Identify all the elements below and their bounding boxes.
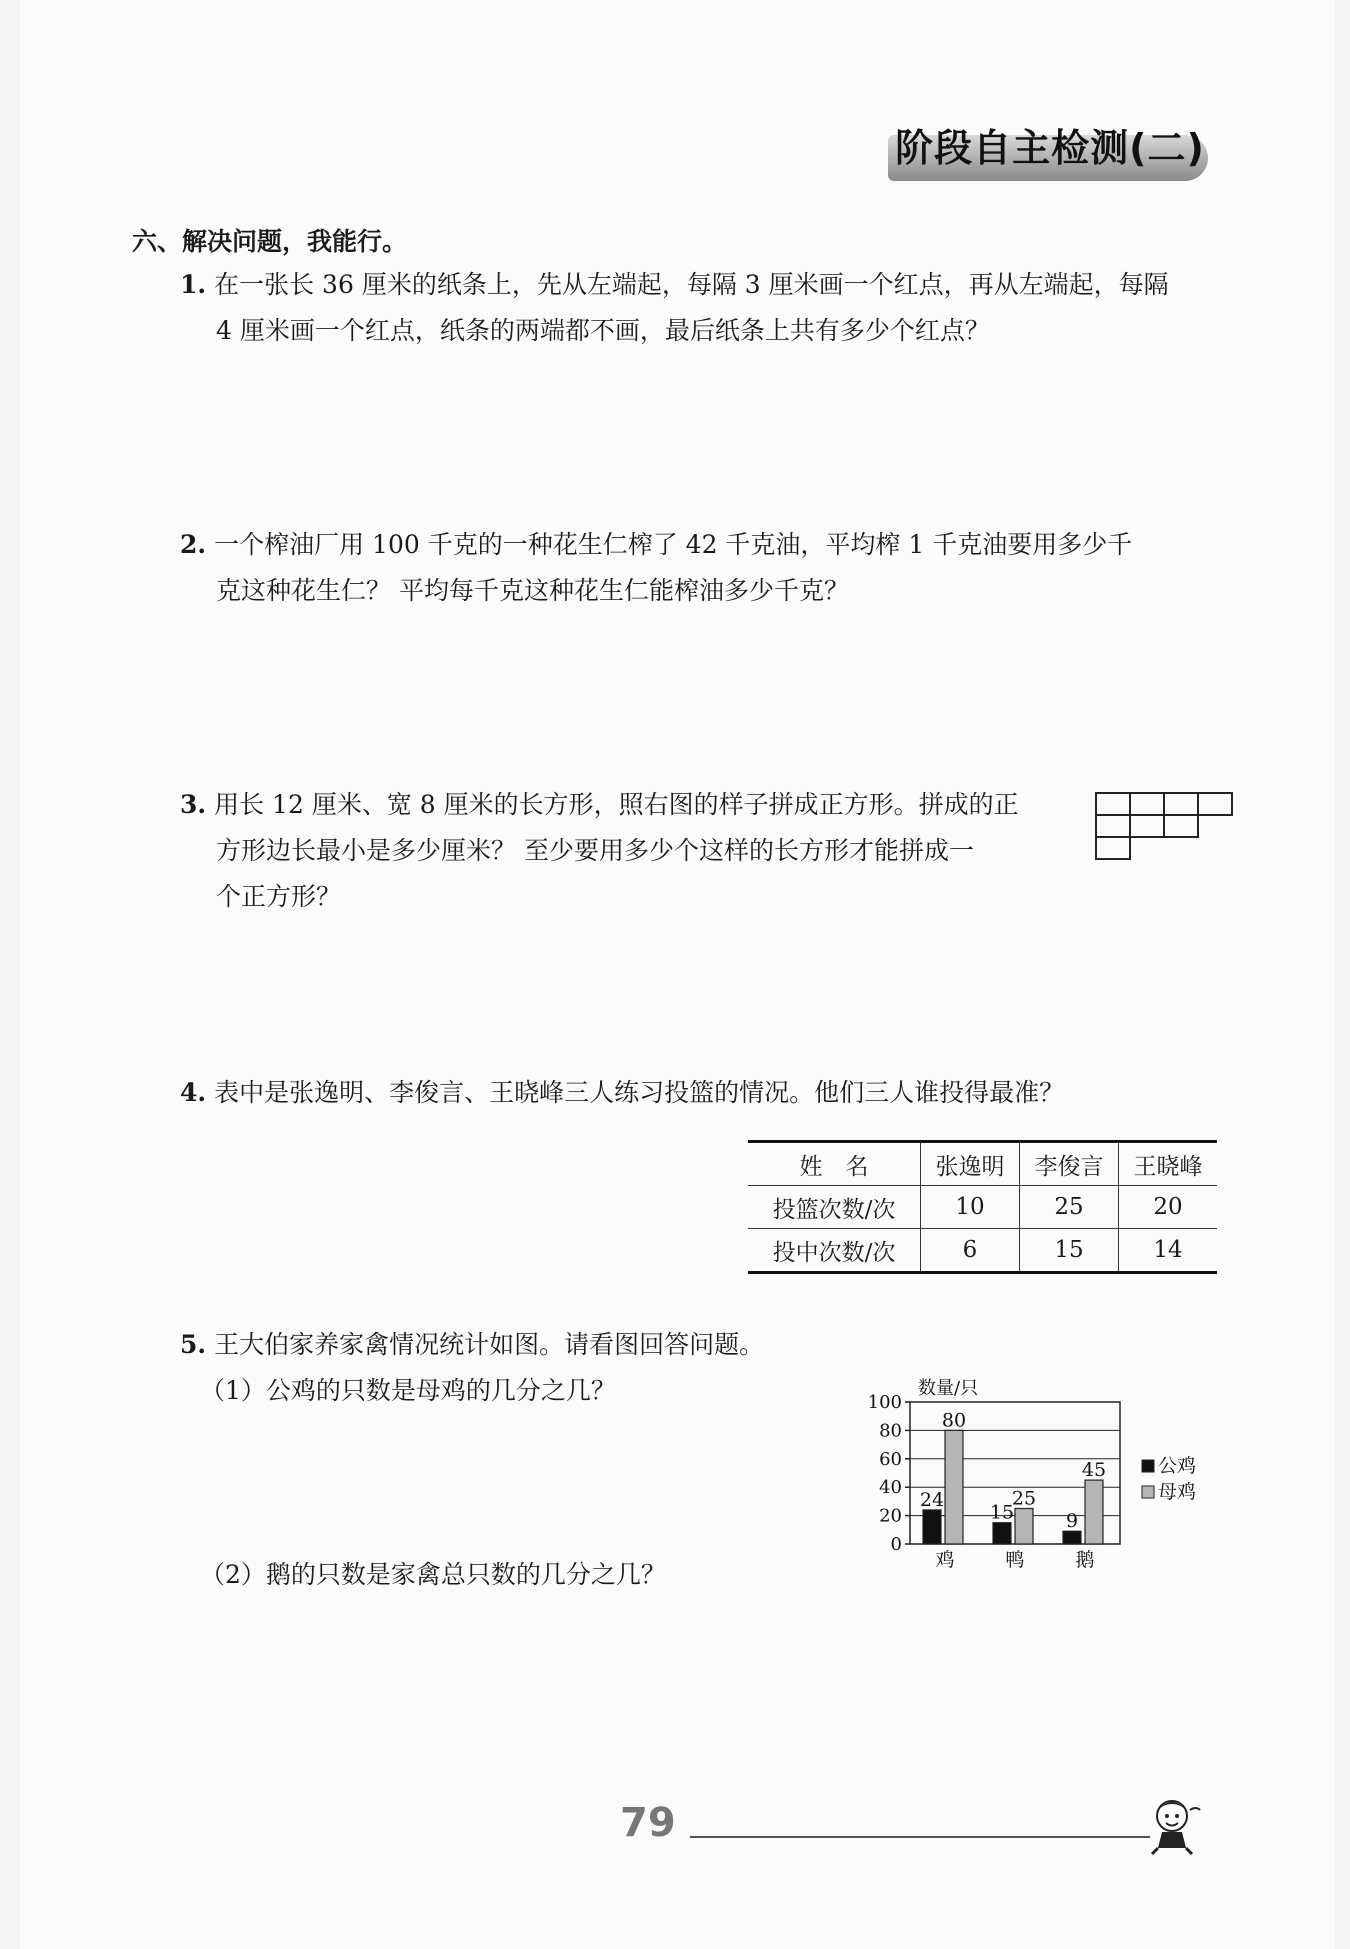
tile-rect — [1095, 792, 1131, 816]
question-1 — [180, 262, 1169, 354]
tile-rect — [1197, 792, 1233, 816]
y-tick-label: 100 — [867, 1392, 902, 1413]
question-3 — [180, 782, 1019, 920]
question-number: 4. — [180, 1078, 207, 1107]
question-text-line: 表中是张逸明、李俊言、王晓峰三人练习投篮的情况。他们三人谁投得最准？ — [214, 1078, 1065, 1107]
table-cell: 投中次数/次 — [748, 1229, 921, 1273]
question-number: 3. — [180, 790, 207, 819]
page-number: 79 — [620, 1800, 676, 1846]
footer-rule — [690, 1836, 1150, 1838]
section-title: 六、解决问题，我能行。 — [132, 227, 408, 256]
question-number: 2. — [180, 530, 207, 559]
question-4 — [180, 1070, 1064, 1116]
y-tick-label: 0 — [890, 1534, 902, 1555]
table-header-cell: 姓 名 — [748, 1142, 921, 1186]
poultry-bar-chart — [850, 1372, 1230, 1582]
question-text-line: 一个榨油厂用 100 千克的一种花生仁榨了 42 千克油，平均榨 1 千克油要用多少千 — [214, 530, 1133, 559]
bar-母鸡 — [1085, 1480, 1103, 1544]
x-tick-label: 鹅 — [1075, 1549, 1095, 1571]
x-tick-label: 鸭 — [1005, 1549, 1025, 1571]
table-header-row — [748, 1142, 1217, 1186]
tile-rect — [1095, 814, 1131, 838]
data-label: 9 — [1065, 1510, 1079, 1533]
sub-question-2: （2）鹅的只数是家禽总只数的几分之几？ — [200, 1560, 666, 1589]
bar-母鸡 — [1015, 1509, 1033, 1545]
question-text-line: 在一张长 36 厘米的纸条上，先从左端起，每隔 3 厘米画一个红点，再从左端起，每隔 — [214, 270, 1169, 299]
shooting-table — [748, 1140, 1217, 1274]
legend-swatch — [1142, 1486, 1154, 1498]
x-tick-label: 鸡 — [935, 1549, 955, 1571]
data-label: 24 — [919, 1488, 945, 1511]
question-text-line: 方形边长最小是多少厘米？ 至少要用多少个这样的长方形才能拼成一 — [216, 836, 974, 865]
question-5 — [180, 1322, 764, 1414]
cartoon-mascot-icon — [1140, 1790, 1210, 1860]
table-cell: 20 — [1119, 1186, 1218, 1229]
table-header-cell: 王晓峰 — [1119, 1142, 1218, 1186]
question-text-line: 克这种花生仁？ 平均每千克这种花生仁能榨油多少千克？ — [216, 576, 849, 605]
data-label: 45 — [1081, 1459, 1107, 1482]
bar-母鸡 — [945, 1430, 963, 1544]
data-label: 80 — [941, 1409, 967, 1432]
y-tick-label: 80 — [879, 1420, 902, 1442]
table-header-cell: 李俊言 — [1020, 1142, 1119, 1186]
data-label: 25 — [1011, 1487, 1037, 1510]
question-number: 5. — [180, 1330, 207, 1359]
tile-rect — [1163, 814, 1199, 838]
bar-公鸡 — [923, 1510, 941, 1544]
table-row — [748, 1186, 1217, 1229]
y-tick-label: 20 — [879, 1505, 902, 1527]
table-row — [748, 1229, 1217, 1273]
sub-question-1: （1）公鸡的只数是母鸡的几分之几？ — [200, 1376, 616, 1405]
tile-rect — [1163, 792, 1199, 816]
table-cell: 投篮次数/次 — [748, 1186, 921, 1229]
table-cell: 15 — [1020, 1229, 1119, 1273]
question-text-line: 4 厘米画一个红点，纸条的两端都不画，最后纸条上共有多少个红点？ — [216, 316, 990, 345]
question-2 — [180, 522, 1132, 614]
table-cell: 14 — [1119, 1229, 1218, 1273]
table-cell: 10 — [921, 1186, 1020, 1229]
bar-公鸡 — [1063, 1531, 1081, 1544]
y-axis-label: 数量/只 — [918, 1378, 979, 1399]
question-number: 1. — [180, 270, 207, 299]
table-cell: 6 — [921, 1229, 1020, 1273]
bar-公鸡 — [993, 1523, 1011, 1544]
data-label: 15 — [989, 1501, 1015, 1524]
y-tick-label: 60 — [879, 1448, 902, 1470]
page-header-title: 阶段自主检测(二) — [895, 126, 1205, 170]
legend-label: 母鸡 — [1158, 1481, 1197, 1503]
question-text-line: 王大伯家养家禽情况统计如图。请看图回答问题。 — [214, 1330, 765, 1359]
table-cell: 25 — [1020, 1186, 1119, 1229]
question-text-line: 用长 12 厘米、宽 8 厘米的长方形，照右图的样子拼成正方形。拼成的正 — [214, 790, 1019, 819]
tile-rect — [1129, 792, 1165, 816]
legend-label: 公鸡 — [1158, 1455, 1197, 1477]
legend-swatch — [1142, 1460, 1154, 1472]
tile-rect — [1095, 836, 1131, 860]
tile-rect — [1129, 814, 1165, 838]
table-header-cell: 张逸明 — [921, 1142, 1020, 1186]
question-text-line: 个正方形？ — [216, 882, 342, 911]
y-tick-label: 40 — [879, 1477, 902, 1499]
